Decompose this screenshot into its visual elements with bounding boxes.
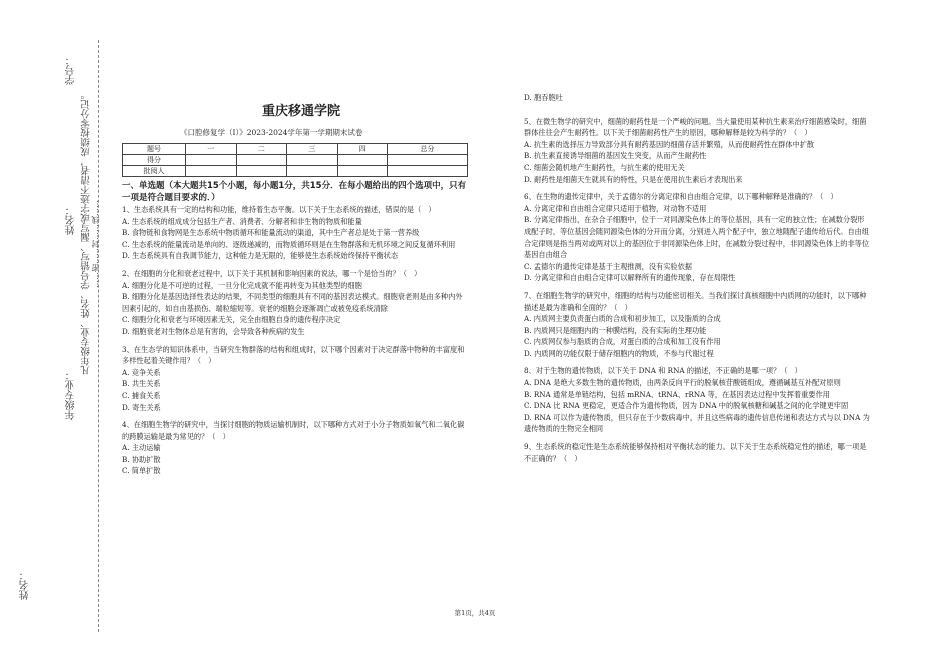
option[interactable]: B. 内质网只是细胞内的一种膜结构，没有实际的生理功能 bbox=[524, 325, 707, 335]
option[interactable]: D. 耐药性是细菌天生就具有的特性，只是在使用抗生素后才表现出来 bbox=[524, 174, 743, 184]
option[interactable]: A. 分离定律和自由组合定律只适用于植物，对动物不适用 bbox=[524, 203, 707, 213]
left-column bbox=[122, 180, 468, 477]
exam-subtitle: 《口腔修复学（Ⅰ）》2023-2024学年第一学期期末试卷 bbox=[180, 128, 363, 137]
question-stem: 8、对于生物的遗传物质，以下关于 DNA 和 RNA 的描述，不正确的是哪一项？（ ） bbox=[524, 366, 802, 376]
page-footer: 第1页，共4页 bbox=[454, 609, 496, 617]
option[interactable]: B. 协助扩散 bbox=[122, 454, 161, 464]
score-cell[interactable] bbox=[186, 155, 237, 166]
score-cell[interactable] bbox=[337, 155, 388, 166]
option[interactable]: D. 内质网的功能仅限于储存细胞内的物质，不参与代谢过程 bbox=[524, 348, 714, 358]
score-cell[interactable] bbox=[388, 155, 468, 166]
option[interactable]: D. RNA 可以作为遗传物质，但只存在于少数病毒中，并且这些病毒的遗传信息传递和表达方式与以 DNA 为遗传物质的生物完全相同 bbox=[524, 412, 870, 434]
score-table-header-row bbox=[123, 144, 468, 155]
option[interactable]: A. 内质网主要负责蛋白质的合成和初步加工，以及脂质的合成 bbox=[524, 314, 721, 324]
score-table-header: 二 bbox=[236, 144, 287, 155]
score-table bbox=[122, 143, 468, 177]
section-title: 一、单选题（本大题共15个小题，每小题1分，共15分．在每小题给出的四个选项中，只有一项是符合题目要求的．） bbox=[122, 181, 467, 203]
option[interactable]: B. 抗生素直接诱导细菌的基因发生突变，从而产生耐药性 bbox=[524, 151, 707, 161]
option[interactable]: C. 孟德尔的遗传定律是基于主观推测，没有实验依据 bbox=[524, 261, 692, 271]
option[interactable]: A. 竞争关系 bbox=[122, 367, 161, 377]
score-table-header: 三 bbox=[287, 144, 338, 155]
right-column bbox=[524, 92, 870, 464]
option[interactable]: B. 食物链和食物网是生态系统中物质循环和能量流动的渠道，其中生产者总是处于第一营养级 bbox=[122, 228, 420, 238]
option[interactable]: C. 细胞分化和衰老与环境因素无关，完全由细胞自身的遗传程序决定 bbox=[122, 315, 341, 325]
grader-row bbox=[123, 166, 468, 177]
margin-major-field: 年级专业： bbox=[66, 370, 77, 420]
margin-seal-line: ……密……封……线…… bbox=[91, 200, 100, 288]
option[interactable]: A. 细胞分化是不可逆的过程，一旦分化完成就不能再转变为其他类型的细胞 bbox=[122, 280, 362, 290]
option[interactable]: C. 生态系统的能量流动是单向的、逐级递减的，而物质循环则是在生物群落和无机环境之间反复循环利用 bbox=[122, 239, 456, 249]
question-stem: 2、在细胞的分化和衰老过程中，以下关于其机制和影响因素的说法，哪一个是恰当的？（ ） bbox=[122, 268, 422, 278]
option[interactable]: A. DNA 是绝大多数生物的遗传物质，由两条反向平行的脱氧核苷酸链组成，遵循碱基互补配对原则 bbox=[524, 378, 841, 388]
question-stem: 4、在细胞生物学的研究中，当探讨细胞的物质运输机制时，以下哪种方式对于小分子物质如氧气和二氧化碳的跨膜运输是最为常见的？（ ） bbox=[122, 420, 465, 441]
score-table-header: 总分 bbox=[388, 144, 468, 155]
option[interactable]: D. 胞吞胞吐 bbox=[524, 93, 563, 102]
grader-cell[interactable] bbox=[236, 166, 287, 177]
option[interactable]: D. 寄生关系 bbox=[122, 402, 161, 412]
score-row-label: 得分 bbox=[123, 155, 186, 166]
grader-cell[interactable] bbox=[388, 166, 468, 177]
score-table-header: 题号 bbox=[123, 144, 186, 155]
option[interactable]: C. 内质网仅参与脂质的合成，对蛋白质的合成和加工没有作用 bbox=[524, 337, 721, 347]
question-stem: 6、在生物的遗传定律中，关于孟德尔的分离定律和自由组合定律，以下哪种解释是准确的？（ ） bbox=[524, 192, 838, 202]
option[interactable]: C. 捕食关系 bbox=[122, 390, 161, 400]
score-table-header: 一 bbox=[186, 144, 237, 155]
grader-cell[interactable] bbox=[287, 166, 338, 177]
score-cell[interactable] bbox=[287, 155, 338, 166]
margin-instruction: 凡年级专业、姓名、学号错写、漏写或字迹不清者，成绩按零分记。 bbox=[81, 90, 92, 375]
option[interactable]: D. 分离定律和自由组合定律可以解释所有的遗传现象，存在局限性 bbox=[524, 273, 736, 283]
margin-far-left-label: 姓名： bbox=[20, 570, 31, 600]
option[interactable]: A. 主动运输 bbox=[122, 443, 161, 453]
question-stem: 1、生态系统具有一定的结构和功能，维持着生态平衡。以下关于生态系统的描述，错误的是（ ） bbox=[122, 205, 436, 214]
question-stem: 5、在微生物学的研究中，细菌的耐药性是一个严峻的问题。当大量使用某种抗生素来治疗细菌感染时，细菌群体往往会产生耐药性。以下关于细菌耐药性产生的原因，哪种解释是较为科学的？（ ） bbox=[524, 116, 867, 138]
option[interactable]: B. 共生关系 bbox=[122, 379, 161, 389]
grader-cell[interactable] bbox=[337, 166, 388, 177]
school-title: 重庆移通学院 bbox=[262, 104, 341, 119]
score-cell[interactable] bbox=[236, 155, 287, 166]
grader-row-label: 批阅人 bbox=[123, 166, 186, 177]
option[interactable]: B. 分离定律指出，在杂合子细胞中，位于一对同源染色体上的等位基因，具有一定的独立性；在减数分裂形成配子时，等位基因会随同源染色体的分开而分离，分别进入两个配子中，独立地随配子遗传给后代。自由组合定律则是指当两对或两对以上的基因位于非同源染色体上时，在减数分裂过程中，非同源染色体上的非等位基因自由组合 bbox=[524, 215, 870, 260]
question-stem: 7、在细胞生物学的研究中，细胞的结构与功能密切相关。当我们探讨真核细胞中内质网的功能时，以下哪种描述是最为准确和全面的？（ ） bbox=[524, 290, 867, 312]
option[interactable]: C. 简单扩散 bbox=[122, 466, 161, 476]
option[interactable]: D. 细胞衰老对生物体总是有害的，会导致各种疾病的发生 bbox=[122, 326, 305, 336]
option[interactable]: A. 抗生素的选择压力导致部分具有耐药基因的细菌存活并繁殖，从而使耐药性在群体中扩散 bbox=[524, 139, 815, 149]
margin-id-label: 学号： bbox=[66, 55, 77, 85]
option[interactable]: C. DNA 比 RNA 更稳定，更适合作为遗传物质，因为 DNA 中的脱氧核糖和碱基之间的化学键更牢固 bbox=[524, 401, 849, 411]
option[interactable]: D. 生态系统具有自我调节能力，这种能力是无限的，能够使生态系统始终保持平衡状态 bbox=[122, 251, 399, 261]
option[interactable]: A. 生态系统的组成成分包括生产者、消费者、分解者和非生物的物质和能量 bbox=[122, 216, 362, 226]
binding-dashed-line bbox=[98, 40, 99, 632]
margin-name-label: 姓名： bbox=[66, 205, 77, 235]
question-stem: 3、在生态学的知识体系中，当研究生物群落的结构和组成时，以下哪个因素对于决定群落中物种的丰富度和多样性起着关键作用？（ ） bbox=[122, 344, 465, 366]
score-row bbox=[123, 155, 468, 166]
option[interactable]: B. RNA 通常是单链结构，包括 mRNA、tRNA、rRNA 等，在基因表达过程中发挥着重要作用 bbox=[524, 389, 830, 399]
score-table-header: 四 bbox=[337, 144, 388, 155]
option[interactable]: B. 细胞分化是基因选择性表达的结果，不同类型的细胞具有不同的基因表达模式。细胞衰老则是由多种内外因素引起的，如自由基损伤、端粒缩短等。衰老的细胞会逐渐凋亡或被免疫系统清除 bbox=[122, 292, 463, 313]
question-stem: 9、生态系统的稳定性是生态系统能够保持相对平衡状态的能力。以下关于生态系统稳定性的描述，哪一项是不正确的？（ ） bbox=[524, 442, 867, 463]
grader-cell[interactable] bbox=[186, 166, 237, 177]
option[interactable]: C. 细菌会随机地产生耐药性，与抗生素的使用无关 bbox=[524, 162, 685, 172]
